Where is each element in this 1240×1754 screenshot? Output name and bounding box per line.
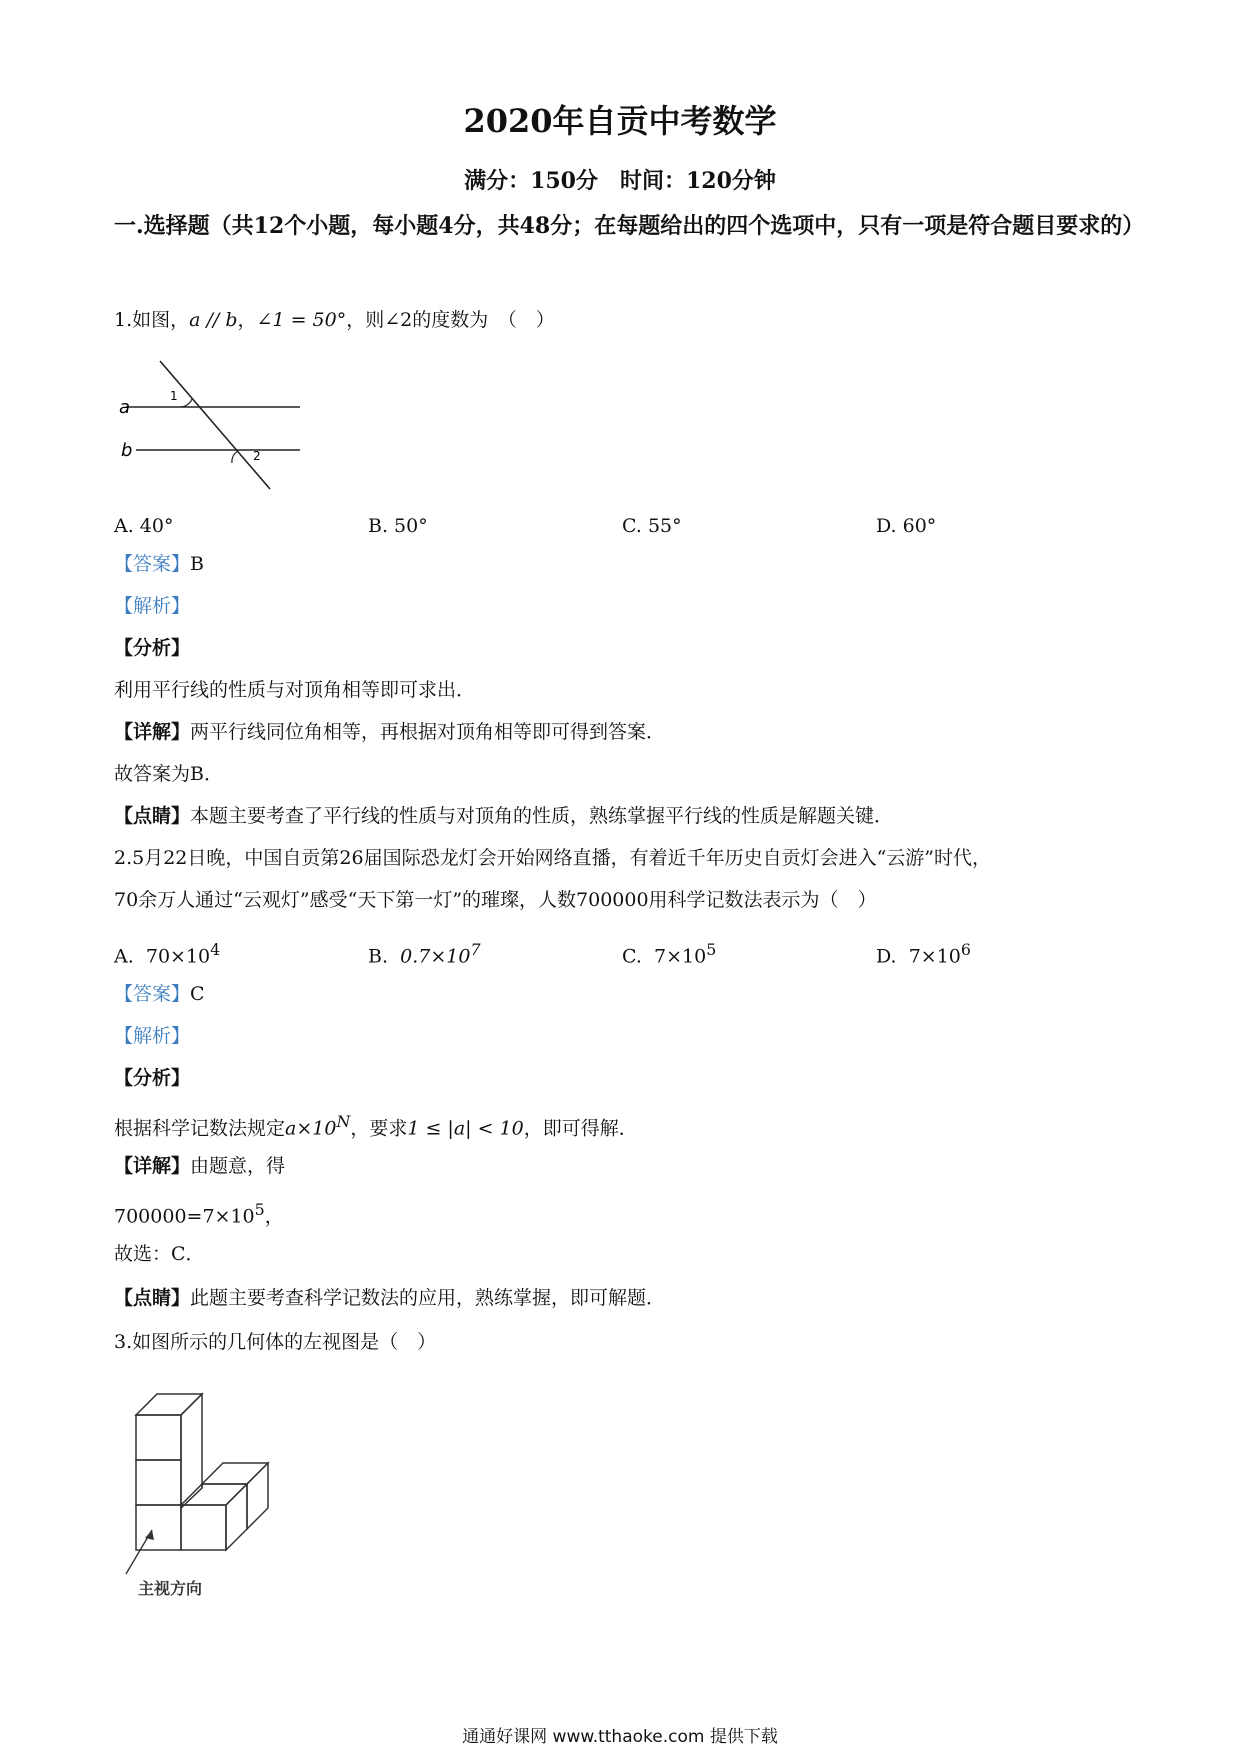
q1-option-c: C. 55°	[622, 515, 682, 537]
q1-comment-text: 本题主要考查了平行线的性质与对顶角的性质，熟练掌握平行线的性质是解题关键．	[190, 805, 894, 827]
q2-option-d-exp: 6	[960, 940, 971, 959]
q1-comment-tag: 【点睛】	[114, 805, 191, 827]
q2-comment-text: 此题主要考查科学记数法的应用，熟练掌握，即可解题．	[190, 1287, 666, 1309]
q2-option-b-base: 0.7×10	[400, 945, 471, 968]
q2-option-a	[114, 936, 220, 970]
q2-option-c-exp: 5	[706, 940, 717, 959]
q2-option-c-base: 7×10	[654, 945, 707, 968]
q2-comment-tag: 【点睛】	[114, 1287, 191, 1309]
cube-right-side-face	[226, 1484, 247, 1550]
section-heading: 一.选择题（共12个小题，每小题4分，共48分；在每题给出的四个选项中，只有一项是符合题目要求的）	[114, 213, 1145, 239]
q2-option-a-exp: 4	[210, 940, 221, 959]
q1-comment	[114, 802, 893, 830]
q1-option-b: B. 50°	[368, 515, 428, 537]
q2-fenxi	[114, 1108, 638, 1142]
cube-front-top	[136, 1415, 181, 1460]
q2-fenxi-tag: 【分析】	[114, 1067, 191, 1089]
q2-fenxi-mid: ，要求	[350, 1117, 408, 1140]
q2-fenxi-exp: N	[336, 1112, 351, 1131]
view-direction-label: 主视方向	[138, 1579, 203, 1598]
q1-stem-prefix: 1.如图，	[114, 309, 190, 331]
q2-option-d-letter: D.	[876, 945, 897, 968]
q1-comma: ，	[237, 309, 257, 331]
q1-fenxi-tag: 【分析】	[114, 637, 191, 659]
q1-stem-suffix: ，则∠2的度数为 （ ）	[346, 309, 555, 331]
cube-bottom-right-front	[181, 1505, 226, 1550]
label-a: a	[119, 397, 131, 418]
cube-back-side-face	[247, 1463, 268, 1529]
q2-conclusion: 故选：C．	[114, 1243, 205, 1265]
angle-2-arc	[232, 451, 238, 463]
q2-calc-suffix: ，	[264, 1205, 284, 1228]
angle-1-arc	[180, 399, 192, 407]
q2-option-c	[622, 936, 716, 970]
q1-detail-text: 两平行线同位角相等，再根据对顶角相等即可得到答案．	[190, 721, 666, 743]
cube-front-middle	[136, 1460, 181, 1505]
q2-option-b	[368, 936, 481, 970]
q2-answer-tag: 【答案】	[114, 983, 191, 1005]
q1-angle: ∠1 = 50°	[256, 309, 347, 331]
q1-answer-tag: 【答案】	[114, 553, 191, 575]
page-footer: 通通好课网 www.tthaoke.com 提供下载	[462, 1727, 778, 1747]
q2-stem-line1: 2.5月22日晚，中国自贡第26届国际恐龙灯会开始网络直播，有着近千年历史自贡灯会进入“云游”时代，	[114, 847, 991, 869]
q2-fenxi-prefix: 根据科学记数法规定	[114, 1117, 286, 1140]
label-2: 2	[253, 449, 261, 463]
q1-answer	[114, 550, 204, 578]
q2-calc-base: 7×10	[202, 1205, 255, 1228]
q2-fenxi-formula: a×10	[285, 1117, 337, 1140]
q1-detail	[114, 718, 665, 746]
q1-figure	[114, 355, 314, 497]
q2-detail-tag: 【详解】	[114, 1155, 191, 1177]
q2-option-d-base: 7×10	[908, 945, 961, 968]
q2-analysis-tag: 【解析】	[114, 1025, 191, 1047]
q1-option-a: A. 40°	[114, 515, 174, 537]
q2-detail	[114, 1152, 285, 1180]
label-b: b	[121, 440, 133, 461]
transversal-line	[160, 361, 270, 489]
q3-stem: 3.如图所示的几何体的左视图是（ ）	[114, 1331, 437, 1353]
q1-parallel: a // b	[189, 309, 238, 331]
q1-detail-tag: 【详解】	[114, 721, 191, 743]
q2-option-b-letter: B.	[368, 945, 389, 968]
q2-calc	[114, 1196, 284, 1230]
q2-fenxi-cond: 1 ≤ |a| < 10	[407, 1117, 524, 1140]
label-1: 1	[170, 389, 178, 403]
cube-front-bottom	[136, 1505, 181, 1550]
q1-analysis-tag: 【解析】	[114, 595, 191, 617]
q2-calc-exp: 5	[254, 1200, 265, 1219]
q1-conclusion: 故答案为B．	[114, 763, 223, 785]
q2-detail-text: 由题意，得	[190, 1155, 286, 1177]
q1-stem	[114, 306, 555, 334]
page-subtitle: 满分：150分 时间：120分钟	[464, 168, 776, 194]
q1-fenxi: 利用平行线的性质与对顶角相等即可求出．	[114, 679, 476, 701]
q2-calc-prefix: 700000=	[114, 1205, 203, 1228]
q2-comment	[114, 1284, 665, 1312]
q2-option-a-base: 70×10	[145, 945, 211, 968]
q3-figure	[124, 1378, 304, 1598]
q1-answer-value: B	[190, 553, 204, 575]
q2-fenxi-suffix: ，即可得解．	[523, 1117, 638, 1140]
q2-option-b-exp: 7	[470, 940, 481, 959]
page-title: 2020年自贡中考数学	[463, 102, 777, 140]
column-side-face	[181, 1394, 202, 1508]
q1-option-d: D. 60°	[876, 515, 937, 537]
q2-option-a-letter: A.	[114, 945, 134, 968]
q2-answer	[114, 980, 205, 1008]
q2-answer-value: C	[190, 983, 205, 1005]
q2-option-c-letter: C.	[622, 945, 642, 968]
q2-stem-line2: 70余万人通过“云观灯”感受“天下第一灯”的璀璨，人数700000用科学记数法表示为（ ）	[114, 889, 877, 911]
q2-option-d	[876, 936, 971, 970]
